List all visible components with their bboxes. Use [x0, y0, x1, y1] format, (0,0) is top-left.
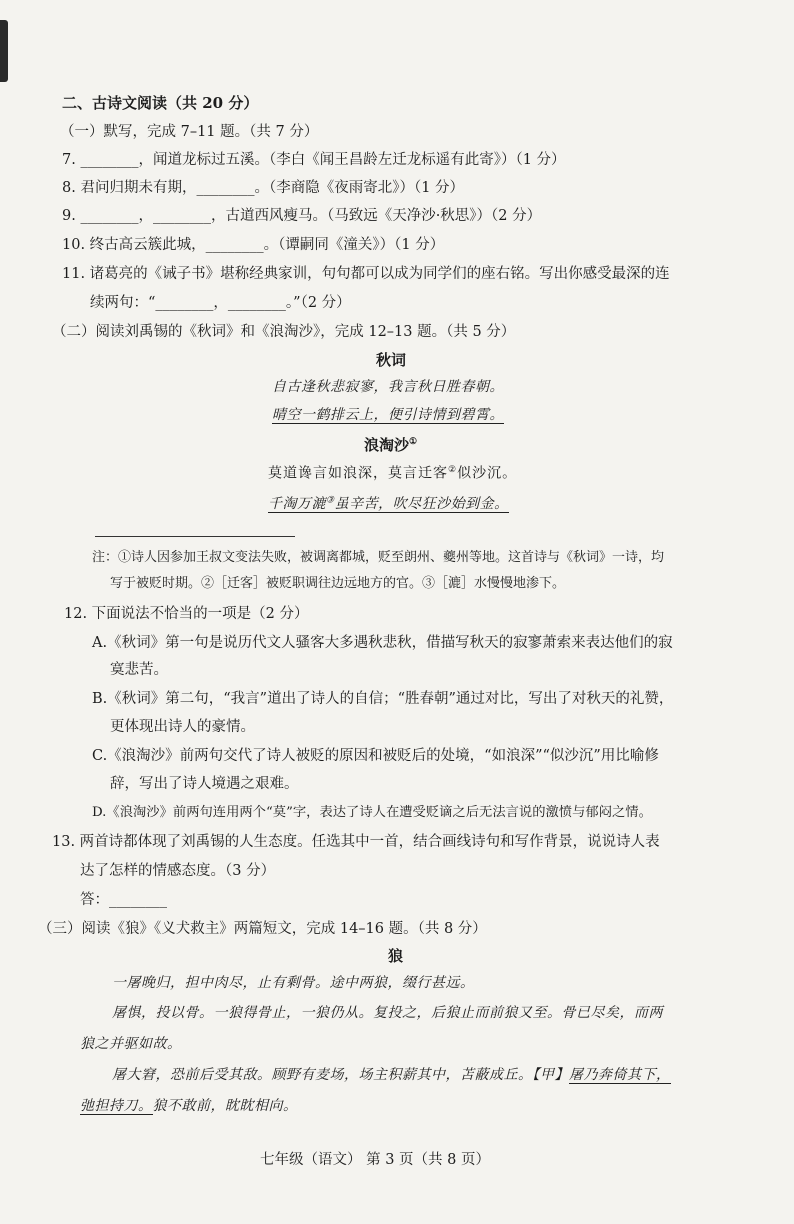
- question-12-option-c-line2: 辞，写出了诗人境遇之艰难。: [110, 776, 299, 792]
- poem1-line1: 自古逢秋悲寂寥，我言秋日胜春朝。: [272, 379, 504, 395]
- passage-p3-line2-text: 狼不敢前，眈眈相向。: [152, 1098, 298, 1114]
- poem2-line1-end: 似沙沉。: [457, 465, 518, 482]
- poem2-line2-start: 千淘万漉: [268, 495, 326, 512]
- part3-heading: （三）阅读《狼》《义犬救主》两篇短文，完成 14–16 题。（共 8 分）: [38, 921, 487, 937]
- poem2-title-footnote: ①: [409, 437, 418, 447]
- question-12-option-d: D.《浪淘沙》前两句连用两个“莫”字，表达了诗人在遭受贬谪之后无法言说的激愤与郁闷之情。: [92, 805, 652, 820]
- section-title: 二、古诗文阅读（共 20 分）: [62, 94, 259, 112]
- question-11-line2: 续两句：“________，________。”（2 分）: [90, 295, 351, 311]
- poem1-title: 秋词: [376, 351, 407, 369]
- passage-p2-line1: 屠惧，投以骨。一狼得骨止，一狼仍从。复投之，后狼止而前狼又至。骨已尽矣，而两: [112, 1005, 663, 1021]
- poem2-line2: [268, 490, 509, 514]
- question-11-line1: 11. 诸葛亮的《诫子书》堪称经典家训，句句都可以成为同学们的座右铭。写出你感受最深的连: [62, 266, 670, 282]
- passage-p2-line2: 狼之并驱如故。: [80, 1036, 182, 1052]
- question-12-option-a-line2: 寞悲苦。: [110, 662, 168, 678]
- passage-p3-line1: [112, 1065, 671, 1085]
- question-7: 7. ________，闻道龙标过五溪。（李白《闻王昌龄左迁龙标遥有此寄》）（1 分）: [62, 152, 566, 168]
- question-13-line2: 达了怎样的情感态度。（3 分）: [80, 863, 276, 879]
- poem2-line1-start: 莫道谗言如浪深，莫言迁客: [268, 465, 448, 482]
- poem2-line2-underlined: [268, 496, 509, 513]
- question-12-option-b-line1: B.《秋词》第二句，“我言”道出了诗人的自信；“胜春朝”通过对比，写出了对秋天的礼赞，: [92, 691, 674, 707]
- footnote-divider: [95, 536, 295, 537]
- passage-p1: 一屠晚归，担中肉尽，止有剩骨。途中两狼，缀行甚远。: [112, 975, 475, 991]
- text-title: 狼: [388, 947, 404, 965]
- question-13-line1: 13. 两首诗都体现了刘禹锡的人生态度。任选其中一首，结合画线诗句和写作背景，说说诗人表: [52, 834, 660, 850]
- question-12-option-a-line1: A.《秋词》第一句是说历代文人骚客大多遇秋悲秋，借描写秋天的寂寥萧索来表达他们的寂: [92, 635, 673, 651]
- question-10: 10. 终古高云簇此城，________。（谭嗣同《潼关》）（1 分）: [62, 237, 445, 253]
- poem2-line2-end: 虽辛苦，吹尽狂沙始到金。: [334, 495, 509, 512]
- passage-p3-line1-text: 屠大窘，恐前后受其敌。顾野有麦场，场主积薪其中，苫蔽成丘。【甲】: [112, 1067, 569, 1083]
- passage-p3-line2-underlined: 弛担持刀。: [80, 1098, 153, 1114]
- question-9: 9. ________，________，古道西风瘦马。（马致远《天净沙·秋思》）（2 分）: [62, 208, 542, 224]
- question-8: 8. 君问归期未有期，________。（李商隐《夜雨寄北》）（1 分）: [62, 180, 465, 196]
- poem2-line1-footnote: ②: [448, 465, 458, 475]
- poem2-line1: [268, 460, 517, 484]
- poem2-title: [364, 432, 417, 455]
- part1-heading: （一）默写，完成 7–11 题。（共 7 分）: [60, 124, 319, 140]
- question-12-stem: 12. 下面说法不恰当的一项是（2 分）: [64, 606, 309, 622]
- poem2-line2-footnote: ③: [326, 495, 335, 505]
- poem1-line2: [272, 405, 504, 425]
- question-12-option-c-line1: C.《浪淘沙》前两句交代了诗人被贬的原因和被贬后的处境，“如浪深”“似沙沉”用比喻修: [92, 748, 659, 764]
- footnote-line2: 写于被贬时期。②［迁客］被贬职调往边远地方的官。③［漉］水慢慢地渗下。: [110, 576, 566, 591]
- part2-heading: （二）阅读刘禹锡的《秋词》和《浪淘沙》，完成 12–13 题。（共 5 分）: [52, 324, 516, 340]
- answer-line: 答：________: [80, 892, 167, 908]
- passage-p3-line1-underlined: 屠乃奔倚其下，: [569, 1067, 671, 1083]
- passage-p3-line2: [80, 1096, 298, 1116]
- page-footer: 七年级（语文） 第 3 页（共 8 页）: [260, 1152, 490, 1168]
- poem2-title-text: 浪淘沙: [364, 436, 410, 454]
- question-12-option-b-line2: 更体现出诗人的豪情。: [110, 719, 255, 735]
- footnote-line1: 注：①诗人因参加王叔文变法失败，被调离都城，贬至朗州、夔州等地。这首诗与《秋词》一诗，均: [92, 550, 665, 565]
- poem1-line2-underlined: 晴空一鹤排云上，便引诗情到碧霄。: [272, 407, 504, 423]
